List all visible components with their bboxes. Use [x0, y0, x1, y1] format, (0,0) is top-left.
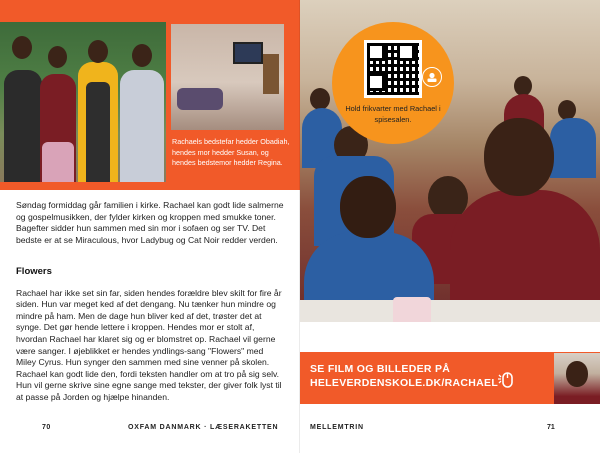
photo-head [566, 361, 588, 387]
photo-tv [233, 42, 263, 64]
photo-uniform [550, 118, 596, 178]
section-paragraph [16, 279, 284, 412]
photo-head [88, 40, 108, 63]
photo-sofa [177, 88, 223, 110]
intro-paragraph [16, 200, 284, 246]
section-heading: Flowers [16, 266, 52, 277]
right-page [300, 0, 600, 453]
video-camera-icon [422, 67, 442, 87]
photo-person-grandfather [4, 70, 42, 182]
banner-text [310, 362, 498, 390]
page-number-right: 71 [547, 424, 555, 431]
qr-finder [397, 43, 415, 61]
photo-table [300, 300, 600, 322]
girl-main-head [484, 118, 554, 196]
rachael-thumbnail [554, 353, 600, 404]
photo-skirt [42, 142, 74, 182]
photo-head [48, 46, 67, 68]
mouse-click-icon [496, 369, 518, 391]
photo-head [12, 36, 32, 59]
intro-text: Søndag formiddag går familien i kirke. Rachael kan godt lide salmerne og gospelmusikken, der fylder kirken og kroppen med smukke toner. Bagefter sidder hun sammen med sin mor i sofaen og ser TV. Det bedste er at se Miraculous, hvor Ladybug og Cat Noir redder verden. [16, 200, 284, 245]
banner-line-1: SE FILM OG BILLEDER PÅ [310, 363, 451, 375]
photo-caption: Rachaels bedstefar hedder Obadiah, hendes mor hedder Susan, og hendes bedstemor hedder Regina. [172, 137, 290, 167]
publisher-label: OXFAM DANMARK · LÆSERAKETTEN [128, 424, 279, 431]
section-text: Rachael har ikke set sin far, siden hendes forældre blev skilt for fire år siden. Hun var meget ked af det dengang. Nu tænker hun mindre og mindre på ham. Men de dage hun bliver ked af det, trøster det at synge. Det gør hende lettere i kroppen. Hendes mor er stolt af, hvordan Rachael har klaret sig og er blomstret op. Rachael vil gerne være sanger. I øjeblikket er hendes yndlings-sang "Flowers" med Miley Cyrus. Hun synger den sammen med sine venner på skolen. Rachael kan godt lide den, fordi teksten handler om at tro på sig selv. Hun vil gerne skrive sine egne sange med tekster, der giver folk lyst til at passe på Jorden og hjælpe hinanden. [16, 287, 282, 402]
photo-head [514, 76, 532, 96]
photo-head [132, 44, 152, 67]
photo-cup [393, 297, 431, 322]
photo-shelf [263, 54, 279, 94]
photo-dress [86, 82, 110, 182]
page-number-left: 70 [42, 424, 51, 431]
photo-head [558, 100, 576, 120]
qr-finder [367, 43, 385, 61]
girl-left-head [340, 176, 396, 238]
living-room-photo [169, 22, 286, 132]
qr-caption: Hold frikvarter med Rachael i spisesalen. [345, 104, 441, 124]
level-label: MELLEMTRIN [310, 424, 364, 431]
qr-finder [367, 73, 385, 91]
photo-head [310, 88, 330, 110]
photo-person-grandmother [120, 70, 164, 182]
family-photo [0, 22, 166, 182]
banner-link[interactable]: HELEVERDENSKOLE.DK/RACHAEL [310, 377, 499, 389]
